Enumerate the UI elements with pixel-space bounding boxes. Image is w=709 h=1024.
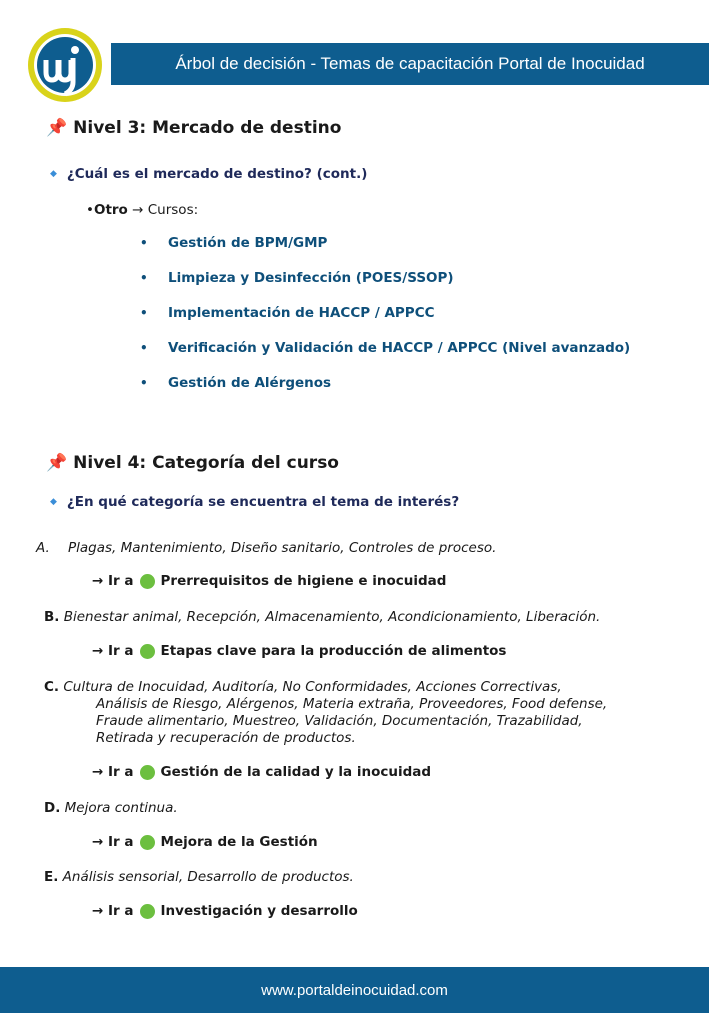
header-bar	[111, 43, 709, 85]
option-label: A.	[36, 540, 50, 556]
goto-a	[92, 573, 446, 589]
option-text: Bienestar animal, Recepción, Almacenamiento, Acondicionamiento, Liberación.	[63, 609, 601, 625]
goto-e	[92, 903, 358, 919]
bullet-icon: •	[140, 306, 148, 320]
diamond-bullet-icon: ◆	[50, 169, 57, 179]
course-item	[140, 375, 331, 391]
option-d	[44, 800, 684, 817]
option-text-line1: Cultura de Inocuidad, Auditoría, No Conformidades, Acciones Correctivas,	[63, 679, 562, 695]
option-c	[44, 679, 684, 747]
level4-title: Nivel 4: Categoría del curso	[73, 453, 339, 473]
goto-target: Etapas clave para la producción de alimentos	[160, 643, 507, 659]
pushpin-icon: 📌	[46, 453, 68, 473]
otro-label: Otro	[93, 202, 128, 218]
header-title: Árbol de decisión - Temas de capacitación Portal de Inocuidad	[175, 54, 645, 73]
green-circle-icon	[140, 574, 155, 589]
green-circle-icon	[140, 765, 155, 780]
footer-bar	[0, 967, 709, 1013]
course-item	[140, 340, 630, 356]
option-text: Análisis sensorial, Desarrollo de productos.	[62, 869, 354, 885]
level4-title-row	[46, 453, 339, 473]
goto-prefix: → Ir a	[92, 573, 134, 589]
course-label: Verificación y Validación de HACCP / APPCC (Nivel avanzado)	[168, 340, 631, 356]
goto-target: Gestión de la calidad y la inocuidad	[160, 764, 432, 780]
goto-prefix: → Ir a	[92, 834, 134, 850]
otro-line: •Otro → Cursos:	[86, 202, 199, 218]
goto-prefix: → Ir a	[92, 764, 134, 780]
bullet-icon: •	[140, 376, 148, 390]
option-label: E.	[44, 869, 59, 885]
option-text-line2: Análisis de Riesgo, Alérgenos, Materia extraña, Proveedores, Food defense,	[96, 696, 608, 712]
option-label: D.	[44, 800, 61, 816]
course-item	[140, 235, 327, 251]
option-label: C.	[44, 679, 60, 695]
portal-logo	[26, 26, 104, 104]
pushpin-icon: 📌	[46, 118, 68, 138]
goto-d	[92, 834, 318, 850]
green-circle-icon	[140, 835, 155, 850]
goto-target: Mejora de la Gestión	[160, 834, 318, 850]
option-e	[44, 869, 684, 886]
green-circle-icon	[140, 904, 155, 919]
bullet-icon: •	[140, 271, 148, 285]
bullet-icon: •	[140, 236, 148, 250]
level4-question: ¿En qué categoría se encuentra el tema de interés?	[66, 494, 460, 510]
diamond-bullet-icon: ◆	[50, 497, 57, 507]
goto-b	[92, 643, 506, 659]
course-item	[140, 305, 435, 321]
goto-c	[92, 764, 431, 780]
option-text: Plagas, Mantenimiento, Diseño sanitario, Controles de proceso.	[68, 540, 497, 556]
goto-prefix: → Ir a	[92, 903, 134, 919]
course-label: Limpieza y Desinfección (POES/SSOP)	[168, 270, 454, 286]
level3-title: Nivel 3: Mercado de destino	[73, 118, 342, 138]
course-label: Implementación de HACCP / APPCC	[168, 305, 435, 321]
option-b	[44, 609, 684, 626]
option-text-line4: Retirada y recuperación de productos.	[96, 730, 356, 746]
option-text: Mejora continua.	[64, 800, 178, 816]
footer-url[interactable]: www.portaldeinocuidad.com	[261, 981, 448, 999]
level3-question-row	[50, 166, 367, 182]
level4-question-row	[50, 494, 459, 510]
option-a	[36, 540, 676, 557]
goto-target: Investigación y desarrollo	[160, 903, 358, 919]
course-label: Gestión de Alérgenos	[168, 375, 332, 391]
course-label: Gestión de BPM/GMP	[168, 235, 328, 251]
course-item	[140, 270, 454, 286]
otro-rest: → Cursos:	[132, 202, 199, 218]
level3-title-row	[46, 118, 341, 138]
option-label: B.	[44, 609, 60, 625]
goto-target: Prerrequisitos de higiene e inocuidad	[160, 573, 447, 589]
green-circle-icon	[140, 644, 155, 659]
bullet-icon: •	[140, 341, 148, 355]
option-text-line3: Fraude alimentario, Muestreo, Validación, Documentación, Trazabilidad,	[96, 713, 583, 729]
level3-question: ¿Cuál es el mercado de destino? (cont.)	[66, 166, 368, 182]
goto-prefix: → Ir a	[92, 643, 134, 659]
